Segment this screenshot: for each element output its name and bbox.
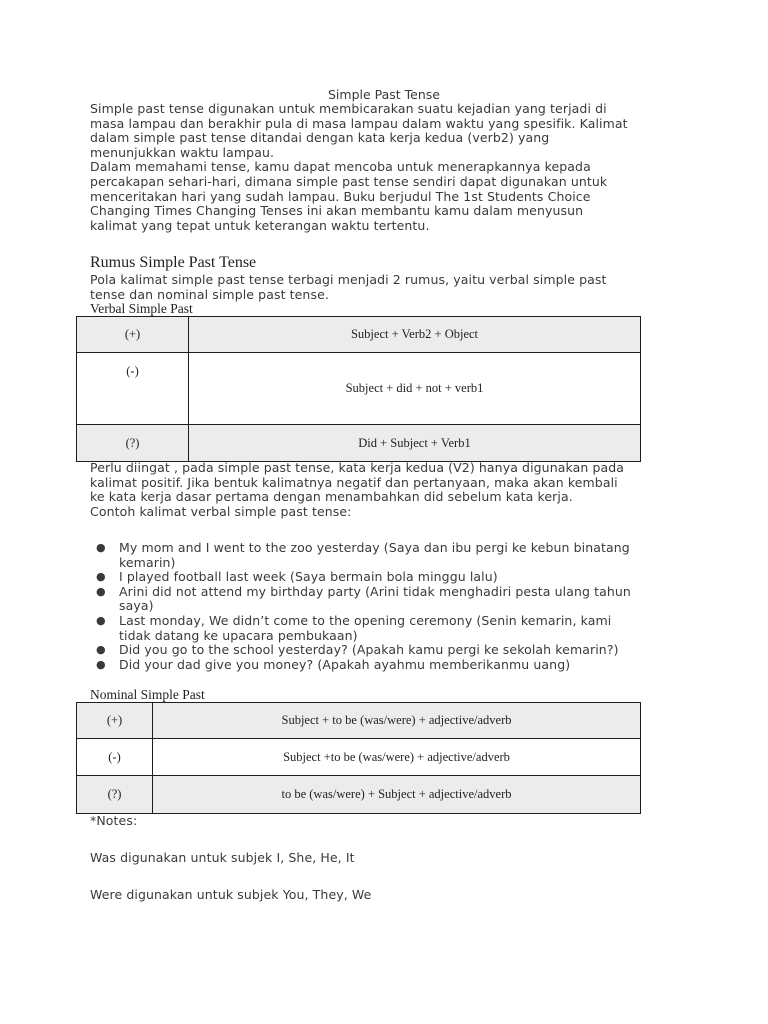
table-row — [77, 317, 641, 353]
page-title: Simple Past Tense — [327, 87, 440, 102]
example-line: Last monday, We didn’t come to the opening ceremony (Senin kemarin, kami — [119, 612, 612, 628]
example-line: kemarin) — [119, 554, 176, 570]
notes-were: Were digunakan untuk subjek You, They, We — [90, 887, 372, 902]
notes-label: *Notes: — [90, 813, 138, 828]
rumus-heading: Rumus Simple Past Tense — [90, 254, 257, 271]
intro-line: Dalam memahami tense, kamu dapat mencoba untuk menerapkannya kepada — [90, 159, 591, 175]
example-line: Arini did not attend my birthday party (Arini tidak menghadiri pesta ulang tahun — [119, 583, 631, 599]
bullet-icon: ● — [96, 613, 106, 627]
rumus-line: Pola kalimat simple past tense terbagi menjadi 2 rumus, yaitu verbal simple past — [90, 272, 607, 287]
note-line: ke kata kerja dasar pertama dengan menambahkan did sebelum kata kerja. — [90, 489, 573, 505]
list-item — [90, 570, 690, 585]
example-line: tidak datang ke upacara pembukaan) — [119, 627, 358, 643]
table-row — [77, 353, 641, 425]
bullet-icon: ● — [96, 657, 106, 671]
table-row — [77, 703, 641, 739]
notes-was: Was digunakan untuk subjek I, She, He, It — [90, 850, 355, 865]
formula-text: Subject +to be (was/were) + adjective/adverb — [153, 739, 641, 776]
intro-line: Changing Times Changing Tenses ini akan membantu kamu dalam menyusun — [90, 203, 584, 219]
formula-text: Subject + did + not + verb1 — [189, 353, 641, 425]
intro-paragraph — [90, 102, 690, 233]
table-row — [77, 425, 641, 462]
intro-line: dalam simple past tense ditandai dengan kata kerja kedua (verb2) yang — [90, 130, 550, 146]
nominal-heading: Nominal Simple Past — [90, 687, 205, 702]
intro-line: masa lampau dan berakhir pula di masa lampau dalam waktu yang spesifik. Kalimat — [90, 115, 628, 131]
intro-line: menceritakan hari yang sudah lampau. Buku berjudul The 1st Students Choice — [90, 188, 591, 204]
example-line: saya) — [119, 598, 154, 614]
list-item — [90, 614, 690, 643]
example-line: My mom and I went to the zoo yesterday (Saya dan ibu pergi ke kebun binatang — [119, 540, 630, 555]
table-row — [77, 776, 641, 814]
list-item — [90, 585, 690, 614]
intro-line: menunjukkan waktu lampau. — [90, 144, 275, 160]
example-line: I played football last week (Saya bermain bola minggu lalu) — [119, 569, 498, 585]
example-line: Did your dad give you money? (Apakah ayahmu memberikanmu uang) — [119, 656, 571, 672]
note-line: Perlu diingat , pada simple past tense, kata kerja kedua (V2) hanya digunakan pada — [90, 460, 625, 475]
formula-text: Subject + to be (was/were) + adjective/adverb — [153, 703, 641, 739]
formula-symbol: (?) — [77, 425, 189, 462]
formula-symbol: (-) — [77, 353, 189, 425]
nominal-formula-table — [76, 702, 641, 814]
list-item — [90, 643, 690, 658]
verbal-formula-table — [76, 316, 641, 462]
rumus-paragraph — [90, 273, 690, 302]
formula-symbol: (-) — [77, 739, 153, 776]
note-line: kalimat positif. Jika bentuk kalimatnya negatif dan pertanyaan, maka akan kembali — [90, 474, 618, 490]
intro-line: percakapan sehari-hari, dimana simple past tense sendiri dapat digunakan untuk — [90, 173, 608, 189]
bullet-icon: ● — [96, 541, 106, 554]
intro-line: kalimat yang tepat untuk keterangan waktu tertentu. — [90, 217, 430, 233]
formula-text: Subject + Verb2 + Object — [189, 317, 641, 353]
table-row — [77, 739, 641, 776]
bullet-icon: ● — [96, 570, 106, 584]
example-line: Did you go to the school yesterday? (Apakah kamu pergi ke sekolah kemarin?) — [119, 642, 619, 658]
formula-text: Did + Subject + Verb1 — [189, 425, 641, 462]
note-line: Contoh kalimat verbal simple past tense: — [90, 503, 352, 519]
formula-symbol: (+) — [77, 703, 153, 739]
formula-text: to be (was/were) + Subject + adjective/adverb — [153, 776, 641, 814]
formula-symbol: (+) — [77, 317, 189, 353]
list-item — [90, 541, 690, 570]
verbal-note-paragraph — [90, 461, 690, 519]
intro-line: Simple past tense digunakan untuk membicarakan suatu kejadian yang terjadi di — [90, 101, 607, 116]
example-list — [90, 541, 690, 672]
verbal-heading: Verbal Simple Past — [90, 301, 193, 316]
formula-symbol: (?) — [77, 776, 153, 814]
bullet-icon: ● — [96, 584, 106, 598]
list-item — [90, 658, 690, 673]
rumus-line: tense dan nominal simple past tense. — [90, 286, 329, 302]
bullet-icon: ● — [96, 643, 106, 657]
